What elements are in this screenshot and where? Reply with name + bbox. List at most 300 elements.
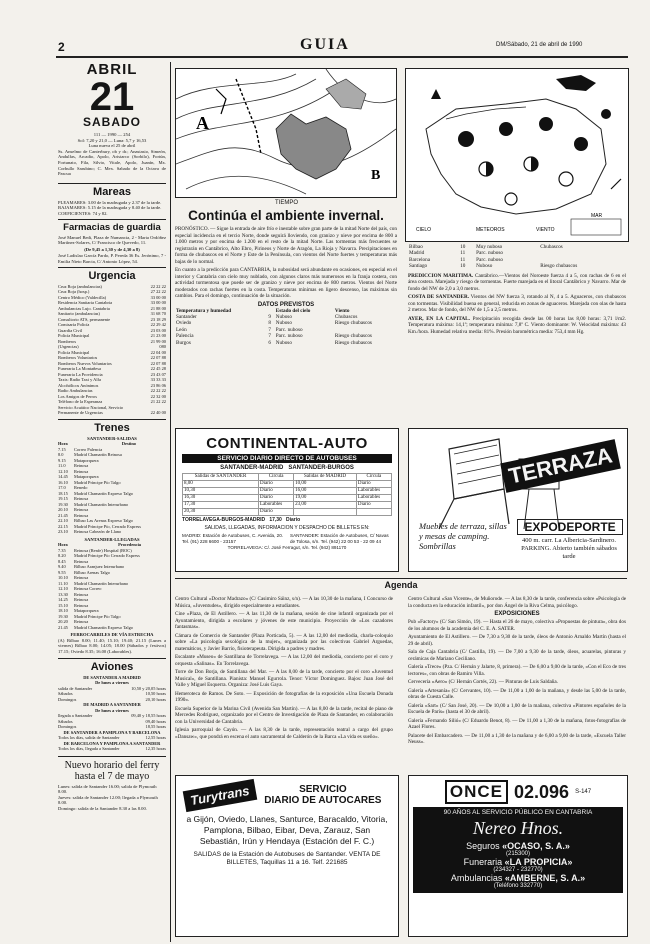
ferry-title: Nuevo horario del ferry hasta el 7 de mayo — [58, 756, 166, 782]
agenda-title: Agenda — [384, 580, 418, 590]
urgencia-name: Permanente de Urgencias — [58, 410, 103, 415]
continental-row — [183, 481, 392, 488]
train-destination: Reinosa — [74, 558, 89, 564]
flight-name: DE BARCELONA Y PAMPLONA A SANTANDER — [63, 740, 161, 746]
once-brand: ONCE — [445, 780, 508, 804]
datos-title: DATOS PREVISTOS — [257, 301, 315, 308]
datos-cell: 6 — [268, 339, 271, 346]
urgencia-name: Los Amigos de Perros — [58, 393, 97, 399]
agenda-item: Galería «Sart» (C/ San José, 20). — De 10,00 a 1,00 de la mañana, colectiva «Pintores españoles de la Escuela de París» (hasta el 30 de abril). — [408, 702, 626, 715]
turytrans-title2: DIARIO DE AUTOCARES — [264, 795, 382, 806]
continental-cell: Laborables — [356, 495, 391, 502]
zone-cell: Madrid — [409, 250, 425, 257]
urgencia-name: Cruz Roja (hosp.) — [58, 289, 90, 294]
turytrans-destinations: a Gijón, Oviedo, Llanes, Santurce, Baracaldo, Vitoria, Pamplona, Bilbao, Eibar, Deva, Zarauz, San Sebastián, Irún y Hendaya (Estación del F. C.) — [186, 814, 388, 846]
turytrans-brand: Turytrans — [183, 778, 257, 811]
train-hour: 11.0 — [58, 463, 66, 469]
spain-map-svg — [406, 69, 628, 241]
date-box — [58, 62, 166, 177]
isobar-map-svg — [176, 69, 396, 197]
zone-cell: Parc. nuboso — [476, 256, 503, 263]
continental-cell — [356, 509, 391, 516]
train-hour: 18.10 — [58, 608, 68, 614]
urgencia-name: Centro Médico (Valdecilla) — [58, 294, 107, 300]
continental-cell: 16,00 — [294, 488, 357, 495]
urgencia-name: Cruz Roja (ambulancias) — [58, 283, 102, 289]
train-hour: 8.0 — [58, 452, 64, 458]
cont-col: Circula — [259, 474, 294, 481]
flight-name: De lunes a viernes — [95, 680, 129, 686]
urgencia-phone: 22 22 22 — [150, 283, 166, 289]
train-hour: 12.10 — [58, 468, 68, 474]
zone-cell: Muy nuboso — [476, 244, 503, 250]
train-hour: 13.30 — [58, 591, 68, 597]
train-hour: 12.10 — [58, 586, 68, 592]
train-hour: 18.15 — [58, 490, 68, 496]
datos-cell: Burgos — [176, 339, 191, 346]
once-panel — [413, 807, 623, 893]
urgencia-phone: 22 07 88 — [150, 355, 166, 360]
train-hour: 19.30 — [58, 501, 68, 507]
col-destino: Destino — [121, 441, 136, 447]
train-hour: 14.45 — [58, 474, 68, 480]
prediccion-maritima — [408, 273, 626, 293]
continental-cell: Diario — [356, 481, 391, 488]
agenda-right — [408, 619, 626, 746]
datos-cell: Nuboso — [275, 313, 292, 320]
terraza-title: TERRAZA — [500, 439, 621, 493]
train-destination: Madrid Chamartín Expreso Talgo — [74, 490, 133, 496]
continental-burgos: TORRELAVEGA-BURGOS-MADRID 17,30 Diario — [182, 517, 301, 523]
train-destination: Reinosa — [74, 512, 89, 518]
train-destination: Mataporquera — [74, 608, 99, 614]
agenda-item: Galería «Fernando Silió» (C/ Eduardo Benot, 8). — De 11,00 a 1,30 de la mañana, fotos-fotografías de Azael Flores. — [408, 717, 626, 730]
farmacia-line: José Manuel Bedi, Plaza de Numancia, 2 - Marta Ordóñez Martínez-Solares, C/ Francisco de Quevedo, 11. — [58, 234, 166, 246]
datos-row — [175, 340, 397, 346]
map-label-b: B — [371, 168, 381, 183]
continental-cell: Diario — [259, 488, 294, 495]
col-hora: Hora — [58, 441, 68, 447]
agenda-item: Escuela Superior de la Marina Civil (Avenida San Martín). — A las 8,00 de la tarde, recital de piano de Mercedes Rodríguez, organizado por el Centro de Investigación de Plaza de Santander, en colaboración con la Universidad de Cantabria. — [175, 705, 393, 725]
datos-cell: Parc. nuboso — [275, 333, 303, 340]
agenda-item: Ayuntamiento de El Astillero. — De 7,30 a 9,30 de la tarde, óleos de Antonio Arnaldo Martín (hasta el 29 de abril). — [408, 634, 626, 647]
flight-name: DE MADRID A SANTANDER — [83, 702, 141, 708]
funeraria-name: «LA PROPICIA» — [504, 857, 573, 867]
coeficientes: COEFICIENTES: 74 y 82. — [58, 210, 108, 216]
train-hour: 21.45 — [58, 512, 68, 518]
train-destination: Reinosa — [74, 575, 89, 581]
zone-cell: Nuboso — [476, 263, 493, 270]
continental-cell: Laborables — [259, 502, 294, 509]
zone-cell: Santiago — [409, 263, 428, 270]
ferry-line: Jueves: salida de Santander 12.00; llegada a Plymouth 8.00. — [58, 794, 158, 806]
trenes-llegadas-subtitle: SANTANDER-LLEGADAS — [84, 536, 140, 542]
urgencia-phone: 23 03 00 — [150, 327, 166, 333]
urgencia-name: Alcohólicos Anónimos — [58, 382, 99, 388]
continental-tagline: SERVICIO DIARIO DIRECTO DE AUTOBUSES — [182, 454, 392, 463]
datos-cell: Parc. nuboso — [275, 326, 303, 333]
urgencia-name: Ambulancias Lujo. Cantabria — [58, 305, 110, 311]
ambulancias-name: «AMBERNE, S. A.» — [504, 873, 586, 883]
prediccion-text: Cantábrico.—Vientos del Noroeste fuerza 4 a 5, con rachas de 6 en el área costera. Marejada y riesgo de tormentas. Fuerte marejada en el litoral Cantábrico y Navarro. Mar de fondo del NW de 2,0 a 3,0 metros. — [408, 272, 626, 292]
col-procedencia: Procedencia — [118, 542, 141, 548]
zone-cell: Parc. nuboso — [476, 250, 503, 257]
bajamares: BAJAMARES: 5.15 de la madrugada y 8.40 de la tarde. — [58, 205, 162, 211]
datos-cell: Riesgo chubascos — [334, 320, 372, 327]
farmacias-title: Farmacias de guardia — [58, 219, 166, 233]
train-hour: 20.20 — [58, 619, 68, 625]
agenda-left — [175, 596, 393, 742]
costa-title: COSTA DE SANTANDER. — [408, 294, 470, 301]
datos-cell: Nuboso — [275, 320, 292, 327]
urgencia-name: (Urgencias) — [58, 344, 79, 349]
ferry-line: Domingo: salida de la Santander 8.30 a las 8.00. — [58, 805, 147, 811]
continental-cell — [294, 509, 357, 516]
train-hour: 7.35 — [58, 547, 66, 553]
cont-col: Salidas de SANTANDER — [183, 474, 259, 481]
funeraria-tel: (234327 - 232770) — [493, 867, 543, 873]
agenda-item: Cámara de Comercio de Santander (Plaza Porticada, 5). — A las 12,00 del mediodía, charla-coloquio sobre «La psicología sexológica de la mujer», organizada por las colectivas Gabriel Arguedas, matemáticos, y Javier Barrio, fisioterapeuta. Dirigida a padres y madres. — [175, 632, 393, 652]
urgencia-phone: 22 22 22 — [150, 388, 166, 393]
urgencia-phone: 21 99 00 — [150, 338, 166, 344]
flight-time: 09,40 horas — [145, 718, 166, 724]
saints: Ss. Anselmo de Canterbury, ob y dr.; Anastasio, Simeón, Andulfas, Arcadio, Apolo, Aristarco (Sorbilo), Fortún, Fortunato, Fila, Silvio, Vitale, Apolo, Juanín, Mx. Corbullo Sarubino; C. Mex. Sabado de la Octava de Pascua — [58, 148, 166, 177]
once-ad — [408, 775, 628, 937]
train-destination: Mataporquera — [74, 474, 99, 480]
agenda-item: Centro Cultural «Doctor Madrazo» (C/ Casimiro Sáinz, s/n). — A las 10,30 de la mañana, I Concurso de Música, «Juventudes», dirigido especialmente a estudiantes. — [175, 596, 393, 609]
urgencia-phone: 23 18 29 — [150, 316, 166, 322]
trenes-notes-title: FERROCARRILES DE VÍA ESTRECHA — [70, 632, 154, 638]
zone-cell: Chubascos — [540, 244, 563, 250]
continental-row — [183, 509, 392, 516]
ambulancias-tel: (Teléfono 332770) — [493, 883, 543, 889]
urgencia-name: Sanitario (ambulancias) — [58, 311, 100, 316]
datos-cell: Chubascos — [334, 313, 358, 320]
datos-col: Temperatura y humedad — [176, 307, 232, 314]
once-company: Nereo Hnos. — [472, 818, 564, 838]
urgencia-phone: 22 40 00 — [150, 410, 166, 415]
flight-name: Domingos — [58, 696, 77, 702]
urgencia-name: Servicio Acuático Nacional, Servicio — [58, 404, 124, 410]
tiempo-headline: Continúa el ambiente invernal. — [188, 208, 384, 223]
cont-col: Circula — [356, 474, 391, 481]
train-hour: 22.15 — [58, 523, 68, 529]
section-title: GUIA — [300, 36, 350, 53]
legend-mar: MAR — [591, 213, 603, 219]
train-hour: 15.10 — [58, 602, 68, 608]
train-destination: Reinosa — [74, 463, 89, 469]
turytrans-ad — [175, 775, 399, 937]
train-destination: Reinosa — [74, 507, 89, 513]
continental-cell: Diario — [356, 502, 391, 509]
tiempo-article — [175, 200, 397, 346]
flight-name: Todos los días, salida de Santander — [58, 735, 120, 741]
seguros-tel: (215300) — [505, 851, 531, 857]
train-destination: Reinosa — [74, 597, 89, 603]
datos-cell: 7 — [268, 333, 271, 340]
train-destination: Reinosa — [74, 602, 89, 608]
continental-cell: 19,00 — [294, 495, 357, 502]
costa-text: Vientos del NW fuerza 3, rotando al N, 4 a 5. Aguaceros, con chubascos con tormentas. Visibilidad buena en general, reducida en zonas de aguaceros. Marejada con olas de hasta 2 metros. Mar de fondo, del NW de 1,5 a 2,5 metros. — [408, 294, 626, 314]
continental-cell: 23,00 — [294, 502, 357, 509]
aviones-title: Aviones — [58, 658, 166, 673]
legend-viento: VIENTO — [536, 227, 555, 233]
flight-time: 20,10 horas — [145, 696, 166, 702]
farmacia-line: José Ladislao García Pardo, P. Pereda 36 Es. Jerónimo, 7 - Emilia Nieto Barcia, C/ Antonio López, 54. — [58, 253, 166, 264]
datos-col: Estado del cielo — [275, 307, 311, 314]
terraza-store: EXPODEPORTE — [517, 519, 623, 535]
zone-cell: 10 — [460, 263, 466, 270]
agenda-item: Cervecería «Aero» (C/ Hernán Cortés, 22). — Pinturas de Luis Saldaña. — [408, 679, 558, 685]
datos-col: Viento — [334, 307, 350, 314]
continental-torrelavega: TORRELAVEGA: C/. José Ferragut, s/n. Tel. (942) 891170 — [227, 545, 347, 550]
datos-cell: Riesgo chubascos — [334, 339, 372, 346]
costa-santander — [408, 294, 626, 314]
ferry-line: Lunes: salida de Santander 16.00; salida de Plymouth 8.00. — [58, 783, 157, 795]
datos-cell: 9 — [268, 313, 271, 320]
zone-cell: Riesgo chubascos — [540, 263, 578, 270]
prediccion-column — [408, 244, 626, 337]
continental-row — [183, 495, 392, 502]
zones-table — [408, 244, 626, 270]
train-destination: Reinosa Cabezón de Llano — [74, 529, 122, 535]
ayer-title: AYER, EN LA CAPITAL. — [408, 315, 470, 322]
train-destination: Reinosa (Renfe) Hospital (BOC) — [74, 547, 132, 553]
agenda-right-col — [408, 596, 626, 748]
train-destination: Bilbao Las Arenas Expreso Talgo — [74, 518, 133, 524]
train-hour: 21.45 — [58, 624, 68, 630]
agenda-item: Galería «Artesanía» (C/ Cervantes, 10). — De 11,00 a 1,00 de la mañana, y desde las 5,00 de la tarde, obras de Cuesta Calle. — [408, 687, 626, 700]
datos-table — [175, 308, 397, 346]
datos-cell: León — [176, 326, 187, 333]
flight-time: 18,55 horas — [145, 724, 166, 730]
urgencia-name: Guardia Civil — [58, 327, 83, 333]
page-number: 2 — [58, 40, 65, 54]
continental-cell: Diario — [259, 509, 294, 516]
flight-time: 12,35 horas — [145, 746, 166, 752]
zone-row — [408, 263, 626, 269]
urgencia-name: Bomberos Voluntarios — [58, 355, 98, 360]
flight-name: DE SANTANDER A MADRID — [83, 674, 141, 680]
train-destination: Madrid Príncipe Pío, Cerrado Express — [74, 523, 141, 529]
urgencia-phone: 21 22 22 — [150, 399, 166, 404]
moon-phase: Luna nueva el 25 de abril — [88, 143, 136, 149]
prediccion-title: PREDICCION MARITIMA. — [408, 272, 474, 279]
train-destination: Reinosa Correo — [74, 586, 102, 592]
train-destination: Madrid Chamartín Interurbano — [74, 580, 129, 586]
col-hora: Hora — [58, 542, 68, 548]
train-hour: 9.40 — [58, 564, 66, 570]
train-destination: Bilbao Arenas Talgo — [74, 569, 110, 575]
urgencia-phone: 22 32 00 — [150, 393, 166, 399]
issue-date: DM/Sábado, 21 de abril de 1990 — [496, 42, 583, 48]
urgencia-phone: 22 04 00 — [150, 349, 166, 355]
day-number: 21 — [89, 75, 135, 119]
train-hour: 9.15 — [58, 457, 66, 463]
train-destination: Madrid Chamartín Interurbano — [74, 501, 129, 507]
left-column — [58, 62, 166, 812]
urgencia-name: Residencia Sanitaria Cantabria — [58, 300, 113, 305]
trenes-notes: (A) Bilbao 8.00; 11.40; 15.10; 19.40; 21.15 (Lunes a viernes) Bilbao 8.00; 14.05; 18.00 (Sábados y festivos) 17.15; Oviedo 8.35; 16.00 (Laborables). — [58, 637, 166, 654]
train-row — [58, 529, 166, 535]
once-number: 02.096 — [514, 781, 570, 802]
ambulancias-label: Ambulancias — [450, 873, 503, 883]
train-hour: 7.15 — [58, 446, 66, 452]
urgencia-phone: 33 00 00 — [150, 294, 166, 300]
turytrans-footer: SALIDAS de la Estación de Autobuses de Santander. VENTA DE BILLETES, Taquillas 11 a 16. Telf. 221685 — [193, 851, 381, 866]
turytrans-title1: SERVICIO — [299, 784, 347, 795]
train-destination: Renedo — [74, 485, 88, 491]
weekday: SABADO — [82, 115, 141, 129]
train-hour: 19.15 — [58, 496, 68, 502]
legend-cielo: CIELO — [416, 227, 432, 233]
urgencia-name: Funeraria La Montañesa — [58, 366, 101, 371]
continental-cell: Laborables — [356, 488, 391, 495]
exposiciones-title: EXPOSICIONES — [494, 611, 540, 617]
train-hour: 9.55 — [58, 569, 66, 575]
zone-cell: Barcelona — [409, 256, 431, 263]
flight-name: Todos los días, llegada a Santander — [58, 746, 120, 752]
flight-name: DE SANTANDER A PAMPLONA Y BARCELONA — [63, 729, 161, 735]
flight-name: Sábados — [58, 691, 73, 697]
train-hour: 23.10 — [58, 529, 68, 535]
urgencia-title: Urgencia — [58, 267, 166, 282]
agenda-item: Pub «Factory» (C/ San Simón, 19). — Hasta el 26 de mayo, colectiva «Propuestas de pintura», obra dos de los alumnos de la academia del C. E. A. SATER. — [408, 619, 626, 632]
header-rule — [56, 56, 628, 58]
urgencia-phone: 22 29 42 — [150, 322, 166, 327]
train-destination: Madrid Chamartín Expreso Talgo — [74, 624, 133, 630]
continental-cell: 10,00 — [294, 481, 357, 488]
legend-meteoros: METEOROS — [476, 227, 505, 233]
agenda-item: Centro Cultural «San Vicente», de Muñorode. — A las 8,30 de la tarde, conferencia sobre «Psicología de la conducta en la educación infantil», por don Ángel de la Riva Celma, psicólogo. — [408, 596, 626, 609]
train-destination: Mataporquera — [74, 457, 99, 463]
continental-route: SANTANDER-MADRID SANTANDER-BURGOS — [220, 465, 354, 471]
urgencia-name: Policía Municipal — [58, 333, 90, 338]
urgencia-name: Bomberos — [58, 338, 77, 344]
train-destination: Madrid Príncipe Pío Talgo — [74, 613, 121, 619]
continental-cell: Diario — [259, 481, 294, 488]
trenes-title: Trenes — [58, 419, 166, 434]
urgencia-phone: 080 — [159, 344, 166, 349]
continental-santander: SANTANDER: Estación de Autobuses, C/ Navas de Tolosa, s/n. Tel. (942) 22 00 53 - 22 09 44 — [290, 533, 389, 544]
agenda-item: Escalante «Museo» de Santillana de Torrelavega. — A las 12,00 del mediodía, concierto por el coro y orquesta «Salinas». En Torrelavega. — [175, 654, 393, 667]
train-hour: 11.10 — [58, 580, 68, 586]
train-hour: 22.10 — [58, 518, 68, 524]
urgencia-name: Policía Municipal — [58, 349, 90, 355]
urgencia-row — [58, 410, 166, 416]
ayer-text: Precipitación recogida desde las 00 horas las 8,00 horas: 3,71 l/m2. Temperatura máxima: 14,1º; temperatura mínima: 7,8º C. Viento dominante: W. Velocidad máxima: 43 Km./hora. Humedad relativa media: 81%. Presión barométrica media: 753,4 mm Hg. — [408, 315, 627, 335]
seguros-name: «OCASO, S. A.» — [502, 841, 570, 851]
train-destination: Correo Palencia — [74, 446, 103, 452]
aviones-list — [58, 675, 166, 752]
continental-cell: 20,30 — [183, 509, 259, 516]
train-destination: Reinosa — [74, 591, 89, 597]
train-hour: 10.10 — [58, 575, 68, 581]
urgencia-name: Consultorio ATS, permanente — [58, 316, 111, 322]
continental-brand: CONTINENTAL-AUTO — [206, 435, 368, 452]
trenes-llegadas — [58, 548, 166, 631]
agenda-item: Torre de Don Borja, de Santillana del Mar. — A las 8,00 de la tarde, concierto por el coro «Juventud Musical», de Santillana. Pianista: Manuel Egurrola. Tenor: Víctor Dominguez. Bajos: Juan José del Valle y Miguel Esquerra. Organiza: José Luis Gaya. — [175, 669, 393, 688]
urgencia-phone: 33 00 00 — [150, 300, 166, 305]
datos-cell: Santander — [176, 313, 197, 320]
agenda-item: Hemeroteca de Ramos. De Soto. — Exposición de fotografías de la exposición «Una Escuela Donada 1990». — [175, 690, 393, 703]
agenda-item: Galería «Trece» (Pza. C/ Hernán y Jalarte, 8, primera). — De 6,00 a 9,00 de la tarde, «Con el Eco de tres lectores», con obras de Ramiro Villa. — [408, 664, 626, 677]
tiempo-body: En cuanto a la predicción para CANTABRIA, la nubosidad será abundante en ocasiones, en especial en el interior y Cantabria con cielo muy nublado, con algunos claros más numerosos en la franja costera, con actividad tormentosa que puede ser de granizo y nieve por encima de 800 metros. Vientos del Norte moderados con rachas fuertes en la costa. Temperaturas mínimas en ligero descenso, las máximas sin cambios. Para el domingo, continuación de la situación. — [175, 267, 397, 299]
train-destination: Bilbao Aranjuez Interurbano — [74, 564, 125, 570]
flight-name: Sábados — [58, 718, 73, 724]
train-destination: Madrid Chamartín Reinosa — [74, 452, 122, 458]
pleamares: PLEAMARES: 3.00 de la madrugada y 2.37 de la tarde. — [58, 199, 162, 205]
flight-name: salida de Santander — [58, 685, 93, 691]
tiempo-label: TIEMPO — [275, 200, 299, 206]
train-hour: 17.0 — [58, 485, 66, 491]
urgencia-phone: 22 45 28 — [150, 366, 166, 371]
continental-madrid: MADRID: Estación de Autobuses, C. Avenida, 20. Tel. (91) 228 6600 - 23157 — [182, 533, 284, 544]
mareas-title: Mareas — [58, 183, 166, 198]
continental-header — [183, 474, 392, 481]
urgencia-phone: 23 86 06 — [150, 382, 166, 388]
trenes-salidas-subtitle: SANTANDER-SALIDAS — [87, 435, 137, 441]
train-destination: Madrid Príncipe Pío Cerrado Express — [74, 553, 140, 559]
flight-time: 12,55 horas — [145, 735, 166, 741]
zone-cell: Bilbao — [409, 244, 423, 250]
trenes-salidas — [58, 447, 166, 535]
train-destination: Madrid Príncipe Pío Talgo — [74, 479, 121, 485]
train-destination: Reinosa — [74, 468, 89, 474]
cont-col: Salidas de MADRID — [294, 474, 357, 481]
agenda-rule — [175, 578, 627, 579]
datos-cell: 7 — [268, 326, 271, 333]
continental-cell: 16,30 — [183, 495, 259, 502]
urgencia-name: Taxis: Radio Taxi y Alfa — [58, 377, 101, 382]
urgencia-phone: 21 88 00 — [150, 305, 166, 311]
continental-row — [183, 488, 392, 495]
continental-footer: SALIDAS, LLEGADAS, INFORMACION Y DESPACHO DE BILLETES EN: — [204, 525, 370, 531]
flight-name: Domingos — [58, 724, 77, 730]
spain-weather-map — [405, 68, 629, 242]
flight-name: llegada a Santander — [58, 713, 93, 719]
terraza-text: Muebles de terraza, sillas y mesas de camping. Sombrillas — [419, 521, 507, 551]
urgencia-name: Bomberos Nuevos Voluntarios — [58, 360, 112, 366]
year-info: 111 — 1990 — 254 — [93, 132, 131, 137]
isobar-map — [175, 68, 397, 198]
urgencia-phone: 23 43 07 — [150, 371, 166, 377]
flight-time: 10,50 y 20,05 horas — [131, 685, 166, 691]
continental-auto-ad — [175, 428, 399, 572]
tiempo-body: PRONÓSTICO. — Sigue la entrada de aire frío e inestable sobre gran parte de la mitad Norte del país, con especial incidencia en el tercio Norte, donde seguirá lloviendo, con granizo y nieve por encima de 800 a 1.000 metros y por encima de 1.200 en el resto de la mitad Norte. Las tormentas más frecuentes se registrarán en Cantábrico, Alto Ebro, Pirineos y Norte de Aragón, La Rioja y Navarra. Precipitaciones en forma de chubascos en el Norte y Este de la Península, con vientos del Norte fuertes y temperaturas más bajas de lo normal. — [175, 226, 397, 265]
continental-table — [182, 473, 392, 516]
urgencia-phone: 33 33 33 — [150, 377, 166, 382]
agenda-item: Sala de Caja Cantabria (C/ Castilla, 19). — De 7,00 a 9,30 de la tarde, óleos, acuarelas, pinturas y cerámicas de Mariano Ceciliano. — [408, 649, 626, 662]
datos-cell: Palencia — [176, 333, 194, 340]
urgencia-name: Radio Ambulancias — [58, 388, 93, 393]
zone-cell: 10 — [460, 244, 466, 250]
urgencia-name: Funeraria La Providencia — [58, 371, 103, 377]
train-hour: 19.30 — [58, 613, 68, 619]
train-row — [58, 625, 166, 631]
flight-time: 10,50 horas — [145, 691, 166, 697]
continental-row — [183, 502, 392, 509]
datos-cell: Oviedo — [176, 320, 192, 327]
urgencia-list — [58, 284, 166, 416]
agenda-item: Iglesia parroquial de Cayón. — A las 8,30 de la tarde, representación teatral a cargo del grupo «Dansaw», que pondrá en escena el auto sacramental de Calderón de la Barca «La vida es sueño». — [175, 727, 393, 740]
train-hour: 8.45 — [58, 558, 66, 564]
flight-name: De lunes a viernes — [95, 707, 129, 713]
once-tagline: 90 AÑOS AL SERVICIO PÚBLICO EN CANTABRIA — [443, 809, 593, 816]
datos-cell: Nuboso — [275, 339, 292, 346]
train-hour: 8.20 — [58, 553, 66, 559]
continental-cell: 10,30 — [183, 488, 259, 495]
